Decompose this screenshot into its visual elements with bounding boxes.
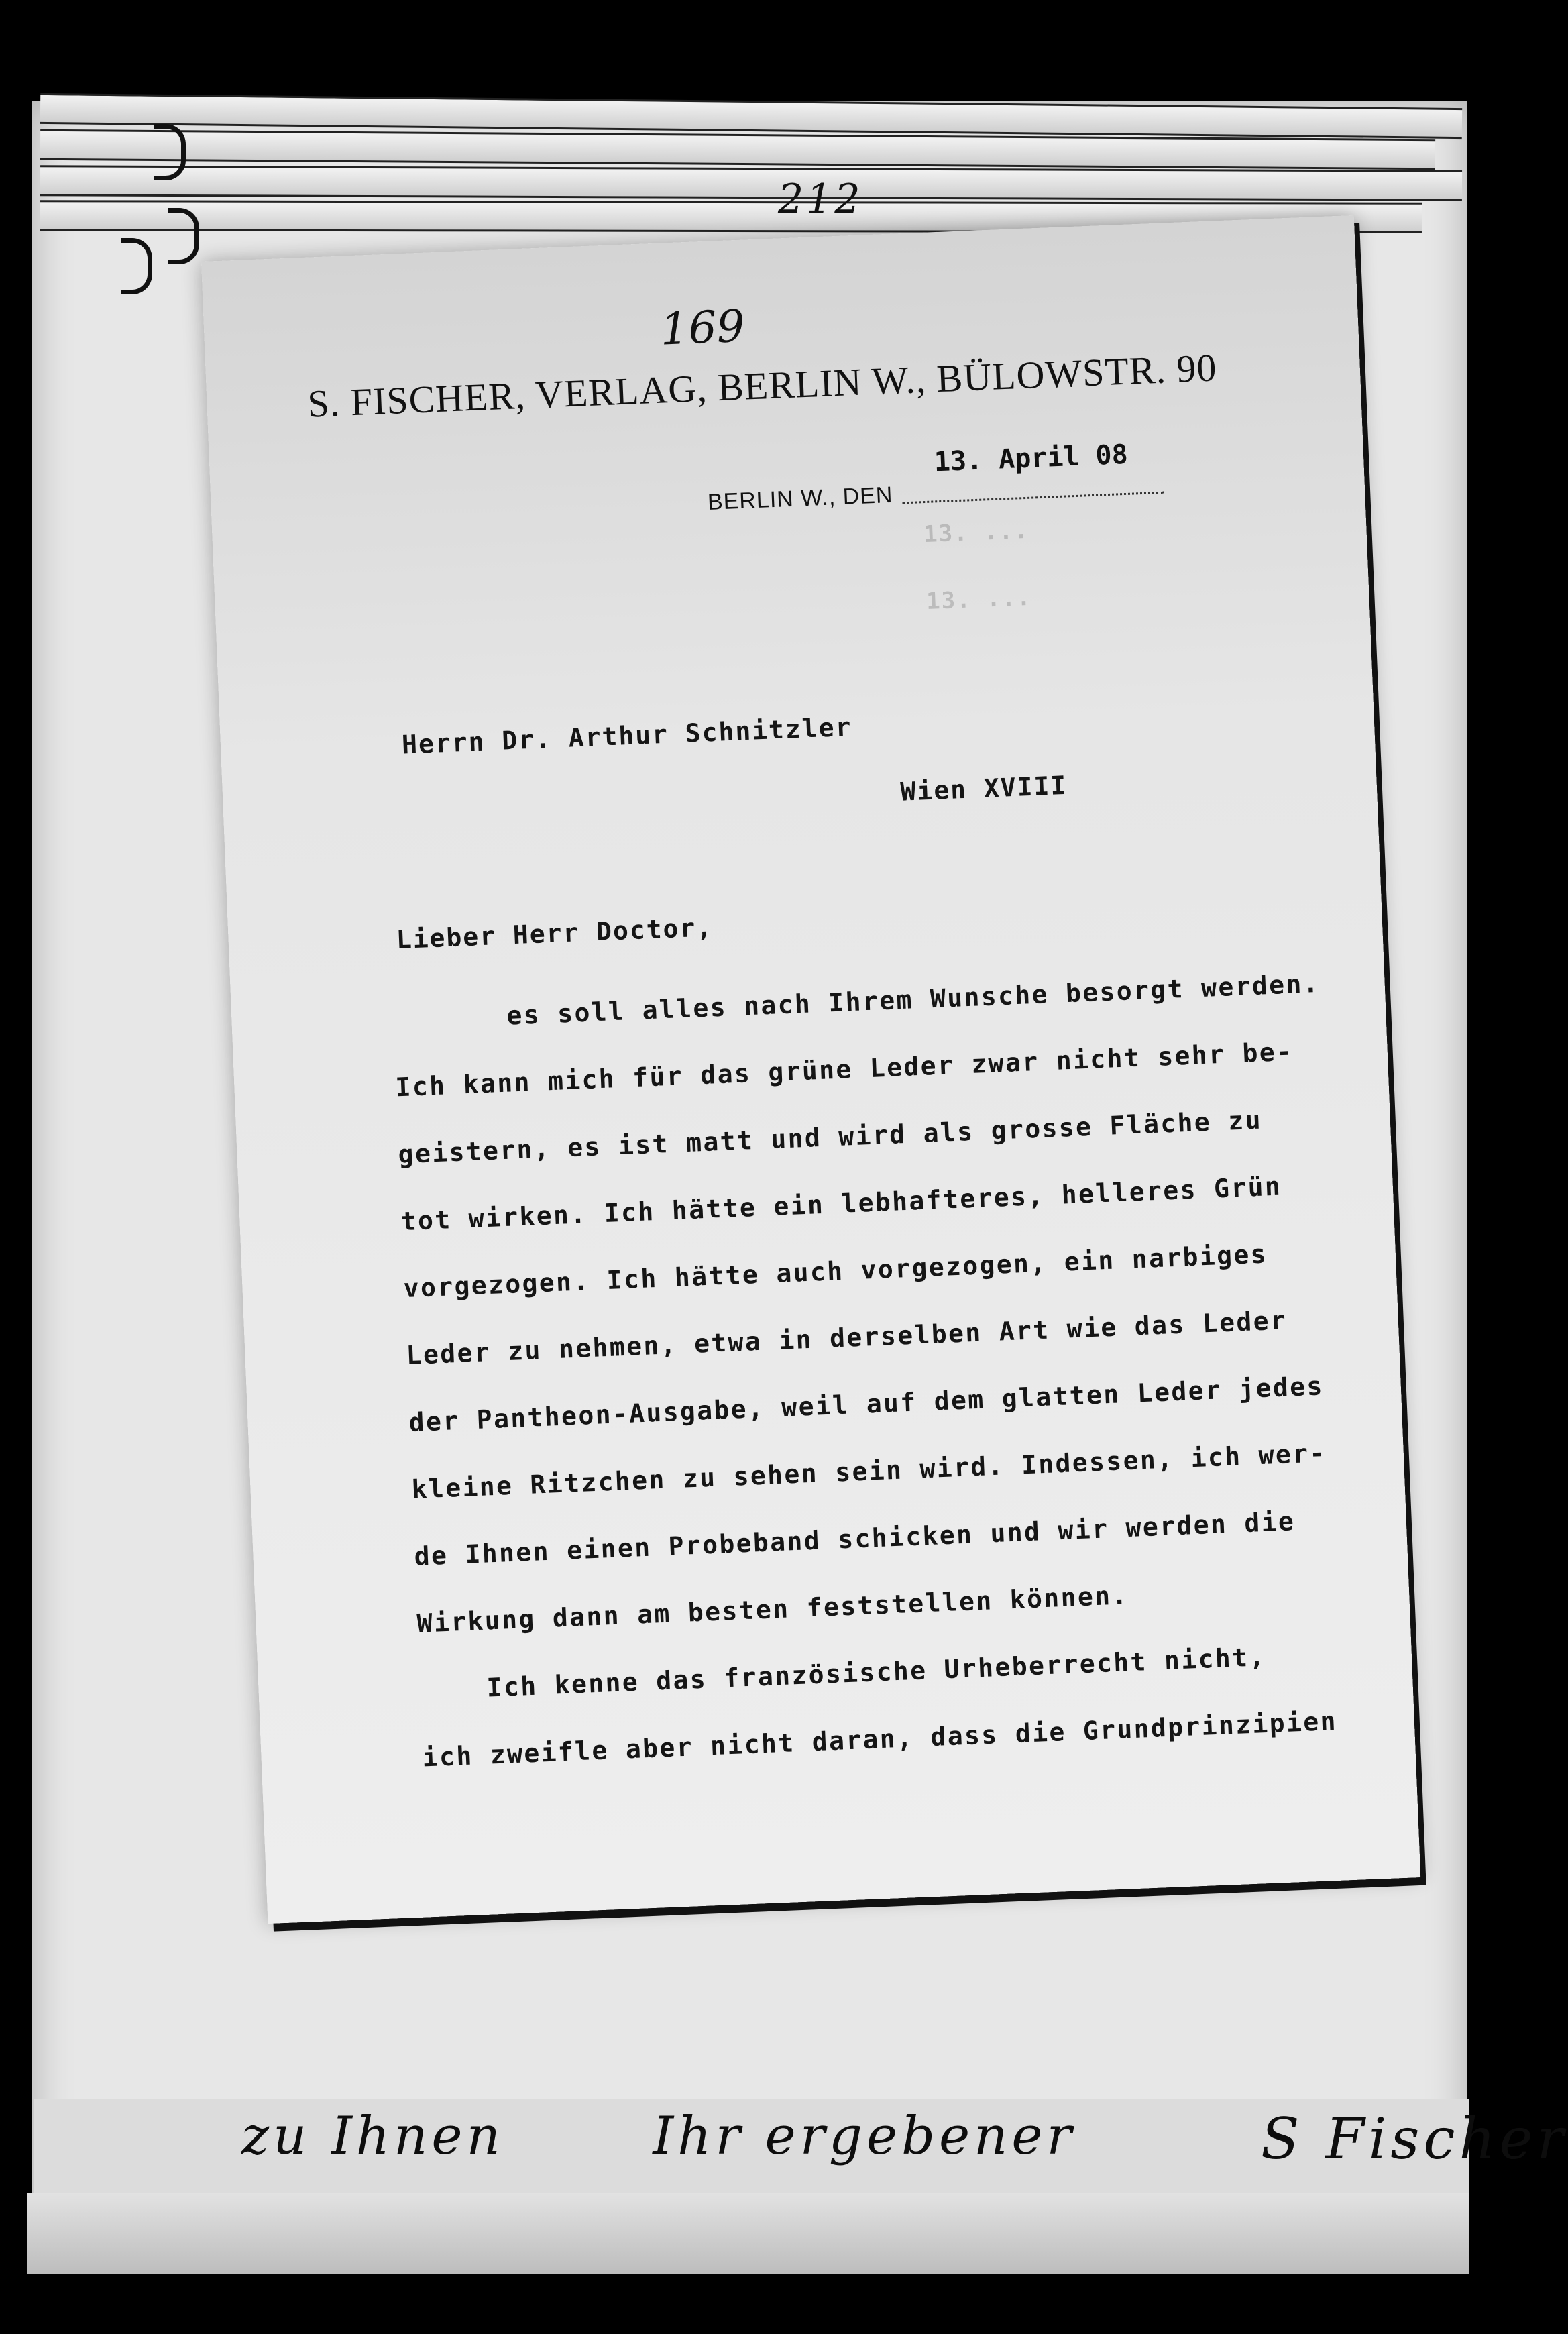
closing-handwriting <box>241 2106 1076 2166</box>
body-line: geistern, es ist matt und wird als grosse Fläche zu <box>397 1105 1263 1170</box>
letterhead: S. FISCHER, VERLAG, BERLIN W., BÜLOWSTR. 90 <box>306 345 1218 426</box>
body-line: Leder zu nehmen, etwa in derselben Art wie das Leder <box>405 1305 1288 1371</box>
letter-date: 13. April 08 <box>933 439 1129 478</box>
body-line: Wirkung dann am besten feststellen können. <box>416 1580 1129 1638</box>
body-line: de Ihnen einen Probeband schicken und wir werden die <box>413 1506 1296 1571</box>
body-line: der Pantheon-Ausgabe, weil auf dem glatten Leder jedes <box>408 1371 1325 1437</box>
ghost-impression: 13. ... <box>923 516 1030 549</box>
recipient-name: Herrn Dr. Arthur Schnitzler <box>401 712 853 760</box>
bottom-page-edge <box>27 2193 1469 2274</box>
body-line: kleine Ritzchen zu sehen sein wird. Indessen, ich wer- <box>410 1438 1327 1504</box>
page-number: 169 <box>659 300 746 355</box>
body-line: es soll alles nach Ihrem Wunsche besorgt werden. <box>506 968 1321 1031</box>
body-line: Ich kenne das französische Urheberrecht nicht, <box>486 1641 1267 1703</box>
date-line <box>706 437 1177 515</box>
body-line: vorgezogen. Ich hätte auch vorgezogen, ein narbiges <box>402 1239 1268 1304</box>
binder-clip-icon <box>121 238 152 294</box>
recipient-city: Wien XVIII <box>899 770 1068 807</box>
letter-sheet <box>201 215 1420 1924</box>
signature: S Fischer <box>1261 2106 1568 2172</box>
closing-prefix: zu Ihnen <box>241 2106 504 2166</box>
body-line: Ich kann mich für das grüne Leder zwar nicht sehr be- <box>394 1036 1294 1103</box>
binder-clip-icon <box>168 208 199 264</box>
stacked-page-edge <box>40 165 1462 201</box>
folio-number: 212 <box>778 176 863 223</box>
body-line: ich zweifle aber nicht daran, dass die Grundprinzipien <box>421 1706 1338 1773</box>
closing-phrase: Ihr ergebener <box>653 2106 1076 2166</box>
binder-clip-icon <box>154 124 186 180</box>
date-dotted-rule <box>902 492 1164 504</box>
salutation: Lieber Herr Doctor, <box>395 912 714 955</box>
body-line: tot wirken. Ich hätte ein lebhafteres, helleres Grün <box>400 1171 1282 1237</box>
date-prefix: BERLIN W., DEN <box>707 482 894 515</box>
ghost-impression: 13. ... <box>926 584 1033 616</box>
